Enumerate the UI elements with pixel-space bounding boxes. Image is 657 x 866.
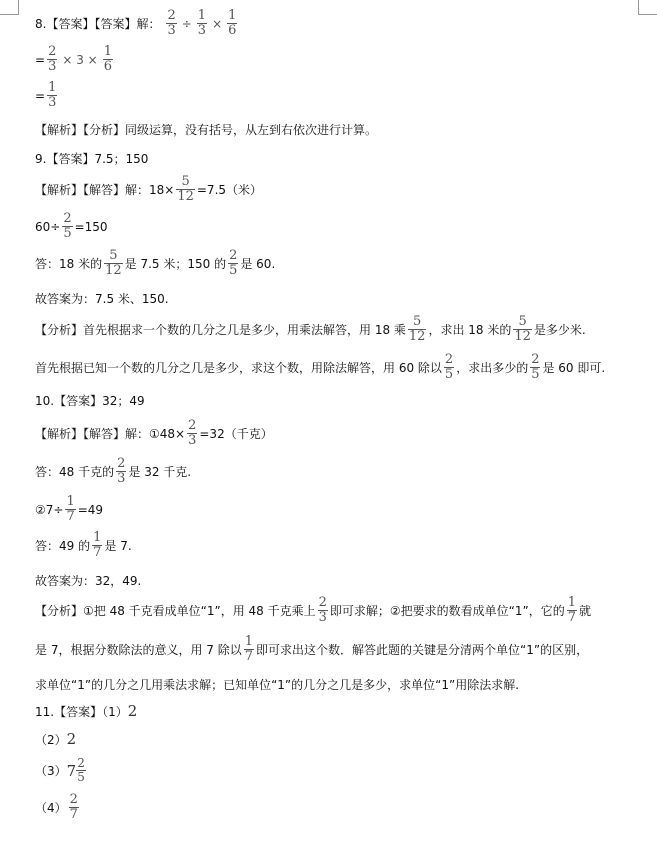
q11-part-4: （4） $\frac{2}{7}$ bbox=[35, 792, 78, 822]
q10-solution-2: ②7÷ $\frac{1}{7}$ =49 bbox=[35, 494, 104, 524]
q10-analysis-2: 是 7，根据分数除法的意义，用 7 除以 $\frac{1}{7}$ 即可求出这个数．解答此题的关键是分清两个单位“1”的区别， bbox=[35, 634, 589, 664]
page-corner-mark-right bbox=[638, 0, 657, 15]
q9-solution-2: 60÷ $\frac{2}{5}$ =150 bbox=[35, 211, 108, 241]
q8-head: 8.【答案】【答案】解： bbox=[35, 17, 161, 31]
fraction: $\frac{1}{3}$ bbox=[197, 8, 207, 38]
page-corner-mark-left bbox=[0, 0, 19, 15]
q10-reply-2: 答：49 的 $\frac{1}{7}$ 是 7. bbox=[35, 530, 132, 560]
q9-reply: 答：18 米的 $\frac{5}{12}$ 是 7.5 米；150 的 $\frac{2}{5}$ 是 60. bbox=[35, 248, 276, 278]
fraction: $\frac{1}{6}$ bbox=[228, 8, 237, 38]
q8-analysis: 【解析】【分析】同级运算，没有括号，从左到右依次进行计算。 bbox=[35, 123, 378, 137]
q10-answer-line: 10.【答案】32；49 bbox=[35, 394, 145, 408]
q8-step-2: = $\frac{2}{3}$ × 3 × $\frac{1}{6}$ bbox=[35, 44, 112, 74]
q10-analysis-1: 【分析】①把 48 千克看成单位“1”，用 48 千克乘上 $\frac{2}{3}$ 即可求解；②把要求的数看成单位“1”，它的 $\frac{1}{7}$ 就 bbox=[35, 595, 592, 625]
q10-solution-1: 【解析】【解答】解：①48× $\frac{2}{3}$ =32（千克） bbox=[35, 418, 273, 448]
q9-solution-1: 【解析】【解答】解：18× $\frac{5}{12}$ =7.5（米） bbox=[35, 174, 263, 204]
q9-final: 故答案为：7.5 米、150. bbox=[35, 292, 169, 306]
q8-step-3: = $\frac{1}{3}$ bbox=[35, 80, 57, 110]
q10-reply-1: 答：48 千克的 $\frac{2}{3}$ 是 32 千克. bbox=[35, 456, 192, 486]
q9-analysis-1: 【分析】首先根据求一个数的几分之几是多少，用乘法解答，用 18 乘 $\frac{5}{12}$ ，求出 18 米的 $\frac{5}{12}$ 是多少米. bbox=[35, 314, 586, 344]
q11-part-2: （2） 2 bbox=[35, 730, 77, 748]
q11-answer-line: 11.【答案】（1） 2 bbox=[35, 702, 138, 720]
q9-analysis-2: 首先根据已知一个数的几分之几是多少，求这个数，用除法解答，用 60 除以 $\frac{2}{5}$ ，求出多少的 $\frac{2}{5}$ 是 60 即可. bbox=[35, 352, 606, 382]
q10-final: 故答案为：32，49. bbox=[35, 574, 142, 588]
fraction: $\frac{2}{3}$ bbox=[167, 8, 176, 38]
q9-answer-line: 9.【答案】7.5；150 bbox=[35, 152, 149, 166]
q10-analysis-3: 求单位“1”的几分之几用乘法求解；已知单位“1”的几分之几是多少，求单位“1”用除法求解. bbox=[35, 678, 520, 692]
q8-answer-line: 8.【答案】【答案】解： $\frac{2}{3}$ ÷ $\frac{1}{3}$ × $\frac{1}{6}$ bbox=[35, 8, 237, 38]
q11-part-3: （3） 7 $\frac{2}{5}$ bbox=[35, 756, 85, 784]
